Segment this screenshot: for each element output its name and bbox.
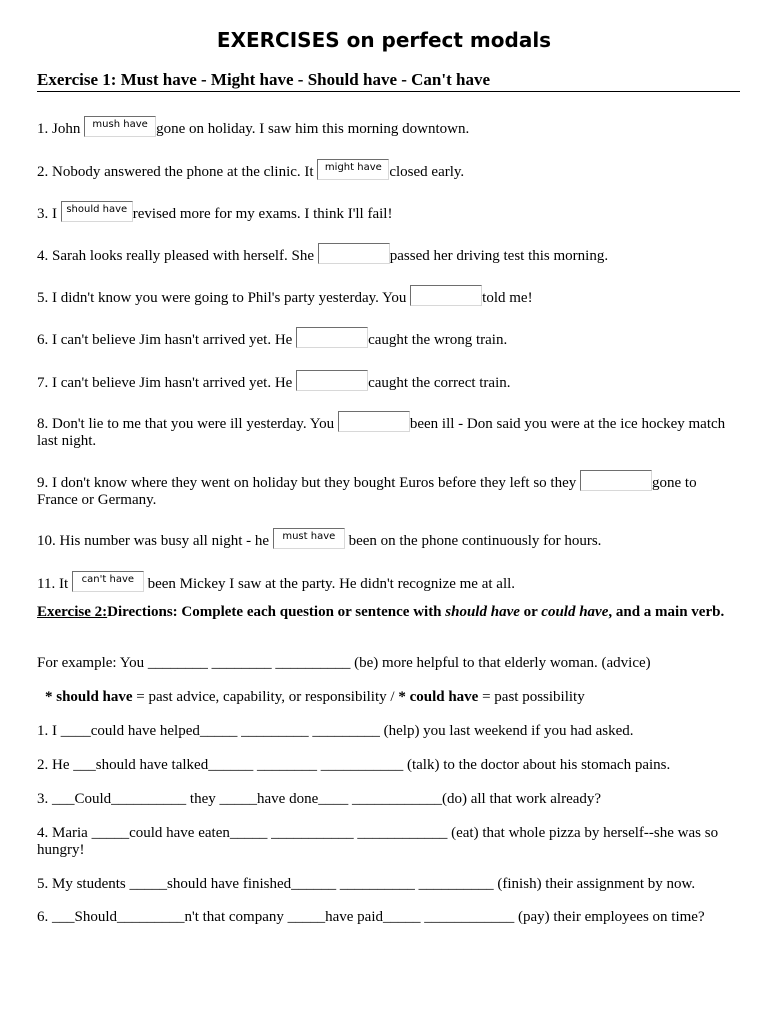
answer-field-5[interactable] xyxy=(410,285,482,306)
exercise-2-example: For example: You ________ ________ __________ (be) more helpful to that elderly woman. (advice) xyxy=(37,655,651,671)
ex1-question-3: 3. I should have revised more for my exams. I think I'll fail! xyxy=(37,201,747,223)
exercise-1-heading: Exercise 1: Must have - Might have - Should have - Can't have xyxy=(37,70,740,92)
ex2-question-3: 3. ___Could__________ they _____have done____ ____________(do) all that work already? xyxy=(37,791,602,807)
ex2-question-4: 4. Maria _____could have eaten_____ ___________ ____________ (eat) that whole pizza by herself--she was so hungry! xyxy=(37,825,719,858)
answer-field-8[interactable] xyxy=(338,411,410,432)
page-title: EXERCISES on perfect modals xyxy=(216,28,552,52)
ex1-question-1: 1. John mush have gone on holiday. I saw him this morning downtown. xyxy=(37,116,747,138)
answer-field-7[interactable] xyxy=(296,370,368,391)
ex2-question-1: 1. I ____could have helped_____ _________ _________ (help) you last weekend if you had asked. xyxy=(37,723,634,739)
ex2-question-6: 6. ___Should_________n't that company _____have paid_____ ____________ (pay) their employees on time? xyxy=(37,909,705,925)
answer-field-6[interactable] xyxy=(296,327,368,348)
ex2-question-2: 2. He ___should have talked______ ________ ___________ (talk) to the doctor about his stomach pains. xyxy=(37,757,671,773)
answer-field-1[interactable]: mush have xyxy=(84,116,156,137)
answer-field-11[interactable]: can't have xyxy=(72,571,144,592)
answer-field-10[interactable]: must have xyxy=(273,528,345,549)
ex1-question-8: 8. Don't lie to me that you were ill yesterday. You been ill - Don said you were at the ice hockey match last night. xyxy=(37,411,727,450)
answer-field-4[interactable] xyxy=(318,243,390,264)
ex2-question-5: 5. My students _____should have finished______ __________ __________ (finish) their assignment by now. xyxy=(37,876,696,892)
ex1-question-11: 11. It can't have been Mickey I saw at the party. He didn't recognize me at all. xyxy=(37,571,747,593)
ex1-question-6: 6. I can't believe Jim hasn't arrived yet. He caught the wrong train. xyxy=(37,327,747,349)
ex1-question-2: 2. Nobody answered the phone at the clinic. It might have closed early. xyxy=(37,159,747,181)
ex1-question-4: 4. Sarah looks really pleased with herself. She passed her driving test this morning. xyxy=(37,243,747,265)
ex1-question-9: 9. I don't know where they went on holiday but they bought Euros before they left so they gone to France or Germany. xyxy=(37,470,727,509)
exercise-2-directions: Exercise 2:Directions: Complete each question or sentence with should have or could have, and a main verb. xyxy=(37,604,725,620)
ex1-question-10: 10. His number was busy all night - he must have been on the phone continuously for hours. xyxy=(37,528,747,550)
answer-field-2[interactable]: might have xyxy=(317,159,389,180)
exercise-2-note: * should have = past advice, capability, or responsibility / * could have = past possibility xyxy=(45,689,585,705)
ex1-question-7: 7. I can't believe Jim hasn't arrived yet. He caught the correct train. xyxy=(37,370,747,392)
ex1-question-5: 5. I didn't know you were going to Phil's party yesterday. You told me! xyxy=(37,285,747,307)
answer-field-9[interactable] xyxy=(580,470,652,491)
answer-field-3[interactable]: should have xyxy=(61,201,133,222)
